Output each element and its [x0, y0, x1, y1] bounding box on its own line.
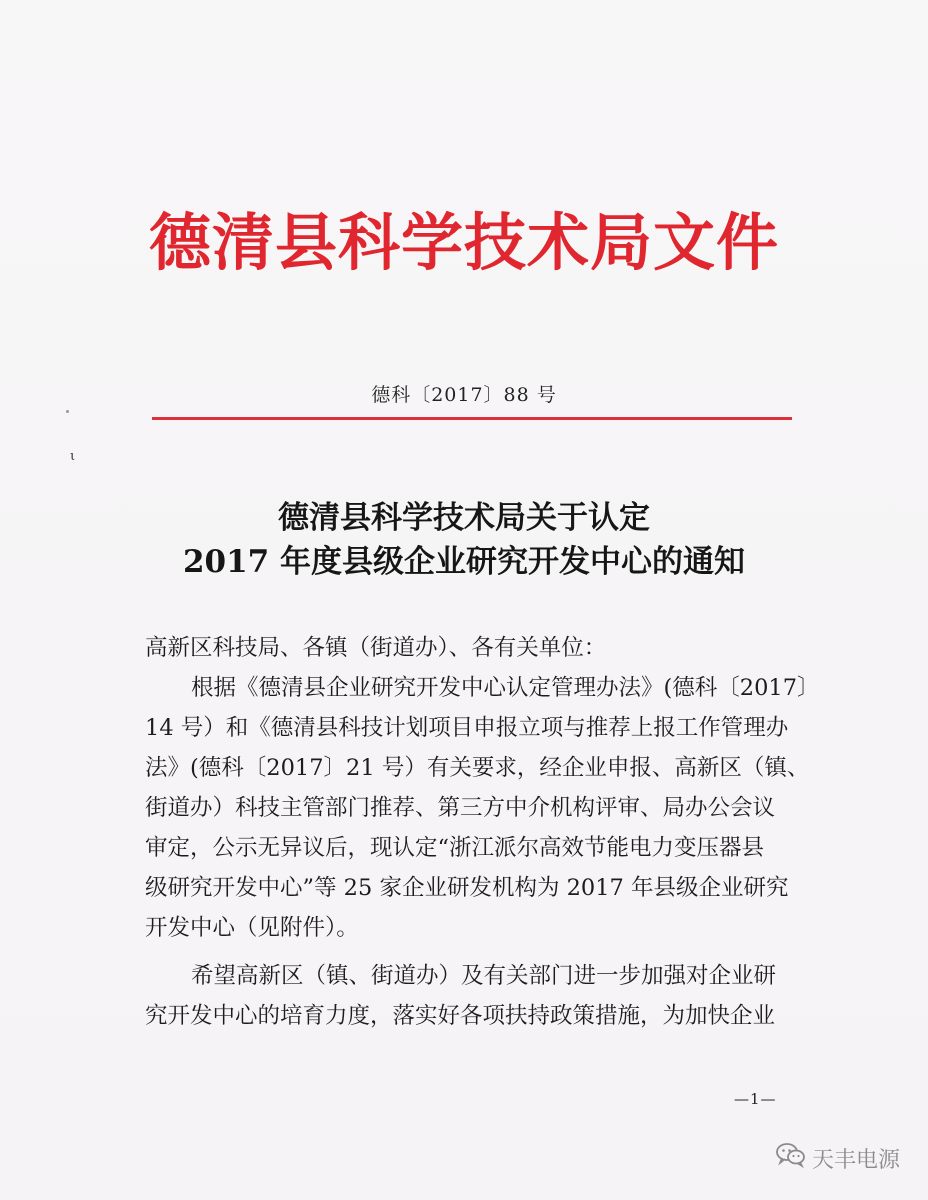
notice-title [0, 496, 928, 584]
source-watermark [776, 1142, 900, 1174]
scan-dot-mark [66, 410, 69, 413]
watermark-text: 天丰电源 [811, 1147, 900, 1173]
paragraph-1-line: 14 号）和《德清县科技计划项目申报立项与推荐上报工作管理办 [145, 715, 789, 741]
paragraph-2-line: 希望高新区（镇、街道办）及有关部门进一步加强对企业研 [191, 963, 777, 989]
notice-title-line-1: 德清县科学技术局关于认定 [278, 500, 650, 536]
paragraph-1-line: 级研究开发中心”等 25 家企业研发机构为 2017 年县级企业研究 [145, 875, 789, 901]
paragraph-2-line: 究开发中心的培育力度，落实好各项扶持政策措施，为加快企业 [145, 1003, 776, 1029]
notice-body [145, 628, 820, 1036]
scan-stray-mark: ι [70, 449, 76, 464]
paragraph-1-line: 根据《德清县企业研究开发中心认定管理办法》(德科〔2017〕 [191, 675, 820, 701]
document-number: 德科〔2017〕88 号 [371, 384, 557, 406]
red-divider-line [152, 417, 792, 420]
paragraph-1-line: 法》(德科〔2017〕21 号）有关要求，经企业申报、高新区（镇、 [145, 755, 810, 781]
paragraph-1-line: 开发中心（见附件）。 [145, 915, 359, 941]
notice-title-line-2: 2017 年度县级企业研究开发中心的通知 [182, 544, 746, 580]
page-number: —1— [734, 1090, 777, 1108]
paragraph-1-line: 街道办）科技主管部门推荐、第三方中介机构评审、局办公会议 [145, 795, 776, 821]
paragraph-gap [145, 948, 805, 956]
wechat-icon [776, 1142, 806, 1174]
document-header-title: 德清县科学技术局文件 [148, 206, 779, 279]
addressee-line: 高新区科技局、各镇（街道办）、各有关单位： [145, 635, 607, 661]
paragraph-1-line: 审定，公示无异议后，现认定“浙江派尔高效节能电力变压器县 [145, 835, 765, 861]
